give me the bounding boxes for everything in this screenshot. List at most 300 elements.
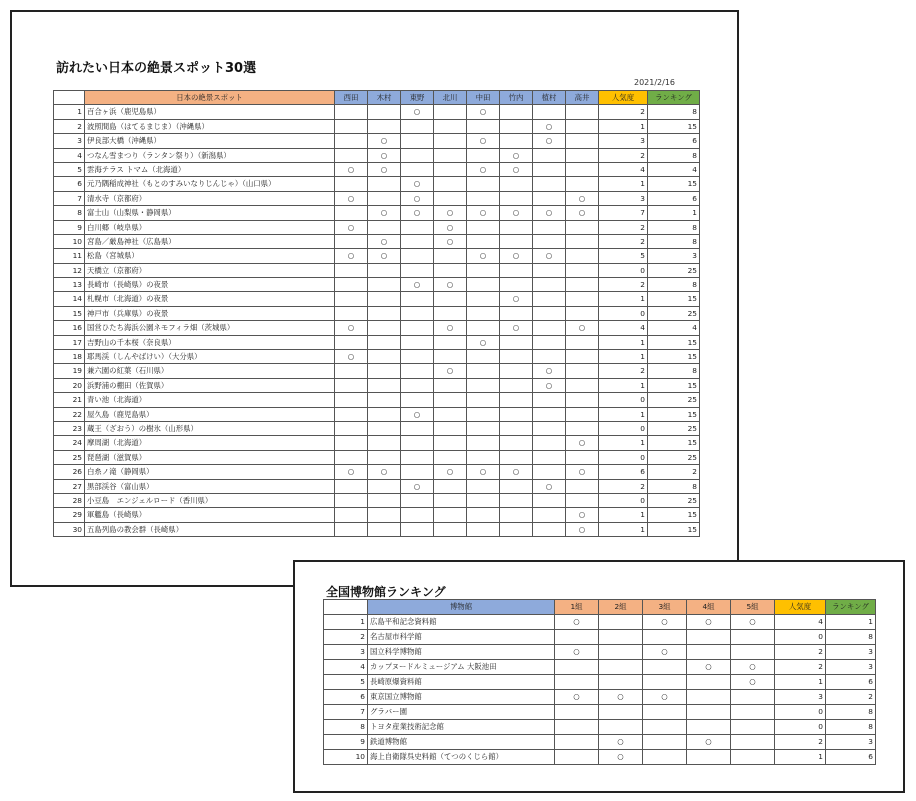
empty-cell (566, 148, 599, 162)
table-row (324, 660, 876, 675)
ranking-value: 8 (826, 720, 876, 735)
header-museum: 博物館 (368, 600, 555, 615)
check-mark: ○ (401, 105, 434, 119)
row-number: 1 (54, 105, 85, 119)
empty-cell (401, 450, 434, 464)
empty-cell (533, 450, 566, 464)
empty-cell (566, 263, 599, 277)
empty-cell (401, 220, 434, 234)
header-popularity: 人気度 (775, 600, 826, 615)
empty-cell (566, 306, 599, 320)
row-number: 25 (54, 450, 85, 464)
empty-cell (555, 660, 599, 675)
ranking-value: 15 (648, 177, 700, 191)
empty-cell (368, 364, 401, 378)
empty-cell (467, 493, 500, 507)
check-mark: ○ (731, 675, 775, 690)
empty-cell (533, 278, 566, 292)
popularity-value: 1 (599, 177, 648, 191)
row-number: 12 (54, 263, 85, 277)
header-column: 4組 (687, 600, 731, 615)
empty-cell (335, 393, 368, 407)
ranking-value: 8 (648, 220, 700, 234)
row-number: 10 (54, 234, 85, 248)
row-name: 神戸市（兵庫県）の夜景 (85, 306, 335, 320)
empty-cell (401, 234, 434, 248)
table-row (54, 220, 700, 234)
empty-cell (368, 493, 401, 507)
check-mark: ○ (533, 119, 566, 133)
row-name: 白川郷（岐阜県） (85, 220, 335, 234)
row-number: 10 (324, 750, 368, 765)
row-number: 8 (324, 720, 368, 735)
ranking-value: 4 (648, 321, 700, 335)
popularity-value: 1 (599, 350, 648, 364)
empty-cell (566, 421, 599, 435)
empty-cell (335, 335, 368, 349)
empty-cell (368, 350, 401, 364)
table-row (54, 508, 700, 522)
check-mark: ○ (368, 148, 401, 162)
empty-cell (500, 493, 533, 507)
table-row (54, 105, 700, 119)
empty-cell (566, 350, 599, 364)
check-mark: ○ (368, 234, 401, 248)
check-mark: ○ (500, 465, 533, 479)
empty-cell (533, 162, 566, 176)
empty-cell (401, 508, 434, 522)
ranking-value: 2 (826, 690, 876, 705)
empty-cell (368, 407, 401, 421)
row-number: 4 (324, 660, 368, 675)
empty-cell (434, 292, 467, 306)
empty-cell (533, 465, 566, 479)
empty-cell (467, 148, 500, 162)
empty-cell (467, 191, 500, 205)
check-mark: ○ (368, 162, 401, 176)
ranking-value: 8 (826, 705, 876, 720)
empty-cell (467, 119, 500, 133)
empty-cell (599, 645, 643, 660)
check-mark: ○ (335, 321, 368, 335)
row-name: 浜野浦の棚田（佐賀県） (85, 378, 335, 392)
check-mark: ○ (566, 206, 599, 220)
empty-cell (467, 177, 500, 191)
header-column: 西田 (335, 91, 368, 105)
row-name: 海上自衛隊呉史料館（てつのくじら館） (368, 750, 555, 765)
empty-cell (401, 436, 434, 450)
popularity-value: 2 (775, 645, 826, 660)
row-number: 6 (54, 177, 85, 191)
sheet-spots (10, 10, 739, 587)
row-name: 摩周湖（北海道） (85, 436, 335, 450)
empty-cell (467, 393, 500, 407)
empty-cell (434, 263, 467, 277)
ranking-value: 4 (648, 162, 700, 176)
check-mark: ○ (599, 690, 643, 705)
check-mark: ○ (687, 735, 731, 750)
empty-cell (731, 735, 775, 750)
ranking-value: 1 (826, 615, 876, 630)
ranking-value: 15 (648, 378, 700, 392)
empty-cell (643, 750, 687, 765)
row-name: 白糸ノ滝（静岡県） (85, 465, 335, 479)
empty-cell (401, 306, 434, 320)
popularity-value: 2 (599, 479, 648, 493)
empty-cell (500, 378, 533, 392)
check-mark: ○ (467, 162, 500, 176)
empty-cell (467, 350, 500, 364)
empty-cell (368, 278, 401, 292)
empty-cell (566, 234, 599, 248)
row-number: 8 (54, 206, 85, 220)
empty-cell (434, 335, 467, 349)
popularity-value: 0 (775, 630, 826, 645)
empty-cell (401, 493, 434, 507)
empty-cell (533, 393, 566, 407)
popularity-value: 0 (599, 306, 648, 320)
popularity-value: 7 (599, 206, 648, 220)
row-name: 伊良部大橋（沖縄県） (85, 134, 335, 148)
header-column: 木村 (368, 91, 401, 105)
empty-cell (401, 378, 434, 392)
row-number: 20 (54, 378, 85, 392)
check-mark: ○ (335, 220, 368, 234)
empty-cell (467, 263, 500, 277)
row-name: トヨタ産業技術記念館 (368, 720, 555, 735)
row-number: 9 (324, 735, 368, 750)
empty-cell (401, 465, 434, 479)
empty-cell (467, 436, 500, 450)
table-row (54, 162, 700, 176)
table-row (54, 335, 700, 349)
empty-cell (500, 421, 533, 435)
popularity-value: 4 (599, 321, 648, 335)
empty-cell (533, 306, 566, 320)
table-row (54, 292, 700, 306)
ranking-value: 3 (826, 735, 876, 750)
empty-cell (555, 630, 599, 645)
header-ranking: ランキング (648, 91, 700, 105)
empty-cell (467, 407, 500, 421)
row-name: 波照間島（はてるまじま）（沖縄県） (85, 119, 335, 133)
ranking-value: 25 (648, 421, 700, 435)
ranking-value: 25 (648, 493, 700, 507)
empty-cell (566, 249, 599, 263)
table-row (54, 393, 700, 407)
empty-cell (335, 436, 368, 450)
empty-cell (467, 421, 500, 435)
row-number: 6 (324, 690, 368, 705)
empty-cell (335, 522, 368, 536)
empty-cell (368, 522, 401, 536)
empty-cell (467, 278, 500, 292)
header-column: 高井 (566, 91, 599, 105)
sheet-title: 全国博物館ランキング (326, 585, 446, 599)
empty-cell (434, 191, 467, 205)
empty-cell (368, 220, 401, 234)
header-column: 東野 (401, 91, 434, 105)
empty-cell (401, 321, 434, 335)
empty-cell (335, 177, 368, 191)
empty-cell (533, 263, 566, 277)
empty-cell (566, 292, 599, 306)
row-number: 13 (54, 278, 85, 292)
check-mark: ○ (368, 206, 401, 220)
empty-cell (434, 134, 467, 148)
empty-cell (368, 436, 401, 450)
check-mark: ○ (467, 105, 500, 119)
table-row (324, 615, 876, 630)
ranking-value: 8 (648, 479, 700, 493)
popularity-value: 0 (599, 263, 648, 277)
popularity-value: 1 (599, 378, 648, 392)
empty-cell (500, 436, 533, 450)
row-name: 雲海テラス トマム（北海道） (85, 162, 335, 176)
row-name: 長崎原爆資料館 (368, 675, 555, 690)
popularity-value: 0 (599, 421, 648, 435)
row-name: 札幌市（北海道）の夜景 (85, 292, 335, 306)
check-mark: ○ (467, 249, 500, 263)
table-row (324, 705, 876, 720)
empty-cell (555, 735, 599, 750)
popularity-value: 1 (599, 522, 648, 536)
empty-cell (467, 522, 500, 536)
row-name: 屋久島（鹿児島県） (85, 407, 335, 421)
popularity-value: 2 (775, 660, 826, 675)
check-mark: ○ (401, 407, 434, 421)
table-row (54, 522, 700, 536)
ranking-value: 8 (826, 630, 876, 645)
row-name: 吉野山の千本桜（奈良県） (85, 335, 335, 349)
row-number: 3 (54, 134, 85, 148)
empty-cell (731, 630, 775, 645)
ranking-value: 8 (648, 234, 700, 248)
check-mark: ○ (566, 522, 599, 536)
empty-cell (599, 705, 643, 720)
empty-cell (467, 508, 500, 522)
row-name: 国営ひたち海浜公園ネモフィラ畑（茨城県） (85, 321, 335, 335)
row-number: 15 (54, 306, 85, 320)
empty-cell (500, 278, 533, 292)
check-mark: ○ (467, 465, 500, 479)
empty-cell (335, 479, 368, 493)
check-mark: ○ (555, 690, 599, 705)
table-row (54, 493, 700, 507)
check-mark: ○ (401, 177, 434, 191)
ranking-value: 15 (648, 119, 700, 133)
empty-cell (401, 292, 434, 306)
popularity-value: 1 (599, 292, 648, 306)
row-name: 小豆島 エンジェルロード（香川県） (85, 493, 335, 507)
row-name: 東京国立博物館 (368, 690, 555, 705)
check-mark: ○ (401, 191, 434, 205)
empty-cell (687, 690, 731, 705)
check-mark: ○ (599, 735, 643, 750)
check-mark: ○ (500, 162, 533, 176)
empty-cell (533, 177, 566, 191)
check-mark: ○ (533, 206, 566, 220)
popularity-value: 0 (599, 393, 648, 407)
popularity-value: 6 (599, 465, 648, 479)
empty-cell (434, 177, 467, 191)
row-name: 琵琶湖（滋賀県） (85, 450, 335, 464)
empty-cell (434, 350, 467, 364)
check-mark: ○ (368, 249, 401, 263)
empty-cell (368, 263, 401, 277)
check-mark: ○ (467, 206, 500, 220)
check-mark: ○ (533, 134, 566, 148)
empty-cell (643, 660, 687, 675)
check-mark: ○ (599, 750, 643, 765)
empty-cell (566, 335, 599, 349)
check-mark: ○ (731, 660, 775, 675)
row-name: 名古屋市科学館 (368, 630, 555, 645)
check-mark: ○ (731, 615, 775, 630)
popularity-value: 1 (599, 407, 648, 421)
table-row (54, 134, 700, 148)
empty-cell (467, 220, 500, 234)
header-column: 竹内 (500, 91, 533, 105)
empty-cell (500, 105, 533, 119)
empty-cell (401, 134, 434, 148)
empty-cell (467, 450, 500, 464)
row-name: 富士山（山梨県・静岡県） (85, 206, 335, 220)
popularity-value: 5 (599, 249, 648, 263)
empty-cell (533, 522, 566, 536)
row-number: 5 (324, 675, 368, 690)
empty-cell (368, 450, 401, 464)
ranking-value: 3 (648, 249, 700, 263)
popularity-value: 0 (775, 720, 826, 735)
empty-cell (368, 479, 401, 493)
empty-cell (566, 393, 599, 407)
row-name: カップヌードルミュージアム 大阪池田 (368, 660, 555, 675)
header-blank (324, 600, 368, 615)
check-mark: ○ (434, 206, 467, 220)
row-name: 松島（宮城県） (85, 249, 335, 263)
empty-cell (434, 508, 467, 522)
popularity-value: 1 (599, 335, 648, 349)
empty-cell (500, 350, 533, 364)
empty-cell (500, 508, 533, 522)
table-row (54, 119, 700, 133)
spots-table (53, 90, 700, 537)
empty-cell (500, 522, 533, 536)
check-mark: ○ (687, 660, 731, 675)
table-row (54, 450, 700, 464)
ranking-value: 15 (648, 436, 700, 450)
empty-cell (566, 493, 599, 507)
empty-cell (731, 750, 775, 765)
row-number: 7 (54, 191, 85, 205)
empty-cell (687, 675, 731, 690)
popularity-value: 2 (599, 148, 648, 162)
empty-cell (368, 421, 401, 435)
empty-cell (434, 119, 467, 133)
empty-cell (533, 493, 566, 507)
popularity-value: 2 (599, 105, 648, 119)
empty-cell (434, 249, 467, 263)
empty-cell (434, 105, 467, 119)
empty-cell (368, 292, 401, 306)
table-row (54, 206, 700, 220)
empty-cell (401, 335, 434, 349)
empty-cell (566, 364, 599, 378)
empty-cell (434, 421, 467, 435)
check-mark: ○ (335, 162, 368, 176)
header-spot: 日本の絶景スポット (85, 91, 335, 105)
empty-cell (434, 162, 467, 176)
table-row (54, 479, 700, 493)
row-number: 16 (54, 321, 85, 335)
check-mark: ○ (566, 191, 599, 205)
row-number: 21 (54, 393, 85, 407)
empty-cell (599, 630, 643, 645)
table-row (54, 191, 700, 205)
empty-cell (335, 421, 368, 435)
popularity-value: 1 (775, 750, 826, 765)
popularity-value: 4 (775, 615, 826, 630)
popularity-value: 1 (775, 675, 826, 690)
check-mark: ○ (500, 206, 533, 220)
row-name: 蔵王（ざおう）の樹氷（山形県） (85, 421, 335, 435)
popularity-value: 1 (599, 436, 648, 450)
empty-cell (533, 191, 566, 205)
empty-cell (533, 350, 566, 364)
empty-cell (368, 393, 401, 407)
popularity-value: 2 (599, 364, 648, 378)
check-mark: ○ (500, 292, 533, 306)
check-mark: ○ (555, 645, 599, 660)
header-column: 植村 (533, 91, 566, 105)
row-name: 長崎市（長崎県）の夜景 (85, 278, 335, 292)
table-row (54, 350, 700, 364)
empty-cell (533, 234, 566, 248)
row-name: 国立科学博物館 (368, 645, 555, 660)
ranking-value: 6 (648, 134, 700, 148)
empty-cell (368, 191, 401, 205)
empty-cell (335, 119, 368, 133)
check-mark: ○ (533, 378, 566, 392)
empty-cell (434, 479, 467, 493)
table-row (54, 378, 700, 392)
empty-cell (500, 479, 533, 493)
row-name: 元乃隅稲成神社（もとのすみいなりじんじゃ）（山口県） (85, 177, 335, 191)
empty-cell (434, 393, 467, 407)
empty-cell (687, 720, 731, 735)
check-mark: ○ (500, 148, 533, 162)
check-mark: ○ (533, 479, 566, 493)
row-number: 7 (324, 705, 368, 720)
empty-cell (643, 735, 687, 750)
empty-cell (368, 321, 401, 335)
ranking-value: 3 (826, 660, 876, 675)
row-name: 清水寺（京都府） (85, 191, 335, 205)
empty-cell (401, 249, 434, 263)
table-row (54, 278, 700, 292)
empty-cell (401, 162, 434, 176)
empty-cell (368, 105, 401, 119)
empty-cell (434, 407, 467, 421)
empty-cell (434, 522, 467, 536)
row-name: 天橋立（京都府） (85, 263, 335, 277)
row-number: 18 (54, 350, 85, 364)
table-row (324, 675, 876, 690)
empty-cell (401, 263, 434, 277)
empty-cell (500, 306, 533, 320)
sheet-title: 訪れたい日本の絶景スポット30選 (56, 61, 257, 76)
